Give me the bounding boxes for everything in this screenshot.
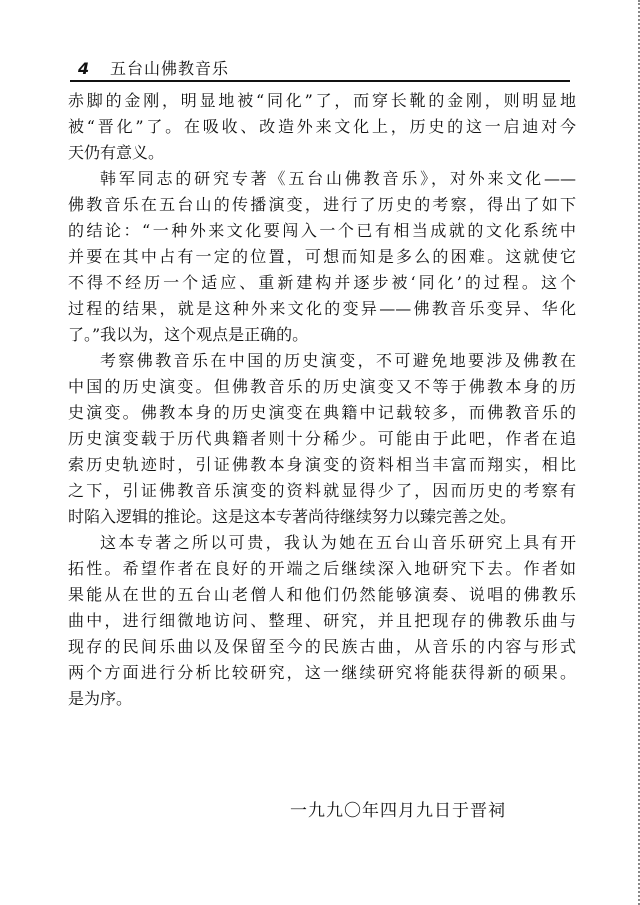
page-number: 4 xyxy=(78,59,90,78)
text-line: 现存的民间乐曲以及保留至今的民族古曲，从音乐的内容与形式 xyxy=(68,637,576,656)
text-line: 曲中，进行细微地访问、整理、研究，并且把现存的佛教乐曲与 xyxy=(68,611,576,630)
text-line: 这本专著之所以可贵，我认为她在五台山音乐研究上具有开 xyxy=(100,533,576,552)
text-line: 之下，引证佛教音乐演变的资料就显得少了，因而历史的考察有 xyxy=(68,481,576,500)
text-line: 赤脚的金刚，明显地被“同化”了，而穿长靴的金刚，则明显地 xyxy=(68,91,576,110)
page-edge xyxy=(634,0,640,905)
paragraph xyxy=(68,88,576,166)
text-line: 佛教音乐在五台山的传播演变，进行了历史的考察，得出了如下 xyxy=(68,195,576,214)
text-line: 的结论：“一种外来文化要闯入一个已有相当成就的文化系统中 xyxy=(68,221,576,240)
body-text xyxy=(68,88,576,712)
text-line: 了。”我以为，这个观点是正确的。 xyxy=(68,325,309,344)
text-line: 时陷入逻辑的推论。这是这本专著尚待继续努力以臻完善之处。 xyxy=(68,507,517,526)
text-line: 被“晋化”了。在吸收、改造外来文化上，历史的这一启迪对今 xyxy=(68,117,576,136)
text-line: 中国的历史演变。但佛教音乐的历史演变又不等于佛教本身的历 xyxy=(68,377,576,396)
running-header xyxy=(74,58,570,82)
paragraph xyxy=(68,530,576,712)
paragraph xyxy=(68,166,576,348)
text-line: 历史演变载于历代典籍者则十分稀少。可能由于此吧，作者在追 xyxy=(68,429,576,448)
text-line: 拓性。希望作者在良好的开端之后继续深入地研究下去。作者如 xyxy=(68,559,576,578)
book-title: 五台山佛教音乐 xyxy=(110,59,230,78)
header-rule xyxy=(70,80,570,82)
text-line: 史演变。佛教本身的历史演变在典籍中记载较多，而佛教音乐的 xyxy=(68,403,576,422)
signature-date: 一九九〇年四月九日于晋祠 xyxy=(290,801,506,821)
text-line: 并要在其中占有一定的位置，可想而知是多么的困难。这就使它 xyxy=(68,247,576,266)
text-line: 是为序。 xyxy=(68,689,133,708)
text-line: 索历史轨迹时，引证佛教本身演变的资料相当丰富而翔实，相比 xyxy=(68,455,576,474)
text-line: 两个方面进行分析比较研究，这一继续研究将能获得新的硕果。 xyxy=(68,663,576,682)
text-line: 不得不经历一个适应、重新建构并逐步被‘同化’的过程。这个 xyxy=(68,273,576,292)
text-line: 韩军同志的研究专著《五台山佛教音乐》，对外来文化—— xyxy=(100,169,576,188)
text-line: 果能从在世的五台山老僧人和他们仍然能够演奏、说唱的佛教乐 xyxy=(68,585,576,604)
text-line: 天仍有意义。 xyxy=(68,143,165,162)
text-line: 过程的结果，就是这种外来文化的变异——佛教音乐变异、华化 xyxy=(68,299,576,318)
paragraph xyxy=(68,348,576,530)
text-line: 考察佛教音乐在中国的历史演变，不可避免地要涉及佛教在 xyxy=(100,351,576,370)
